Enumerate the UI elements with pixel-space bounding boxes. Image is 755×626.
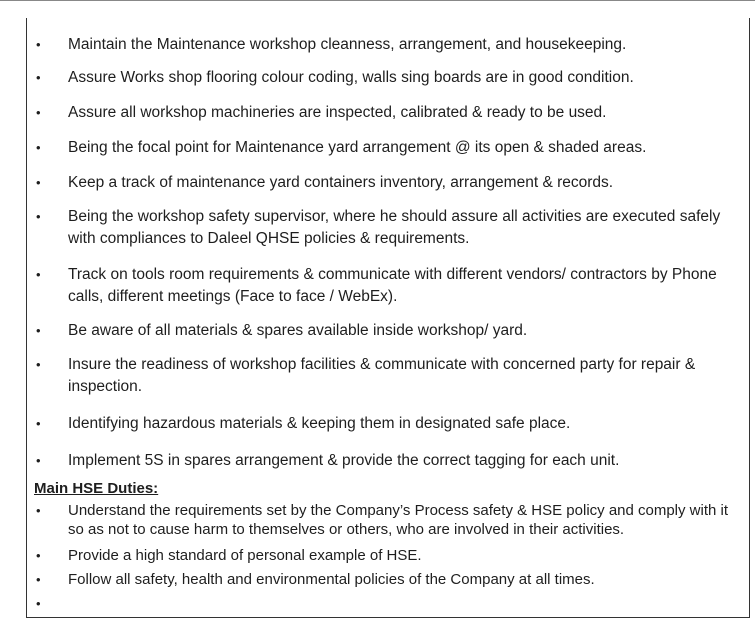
duty-text: Being the workshop safety supervisor, where he should assure all activities are executed safely with compliances to Daleel QHSE policies & requirements. <box>68 208 721 247</box>
bullet-icon: • <box>36 323 41 338</box>
bullet-icon: • <box>36 267 41 282</box>
bullet-icon: • <box>36 209 41 224</box>
bullet-icon: • <box>36 357 41 372</box>
bullet-icon: • <box>36 175 41 190</box>
bullet-icon: • <box>36 548 41 563</box>
duty-text: Track on tools room requirements & communicate with different vendors/ contractors by Phone calls, different meetings (Face to face / WebEx). <box>68 266 717 305</box>
bullet-icon: • <box>36 453 41 468</box>
hse-text: Understand the requirements set by the Company’s Process safety & HSE policy and comply with it so as not to cause harm to themselves or others, who are involved in their activities. <box>68 502 729 538</box>
duty-text: Assure Works shop flooring colour coding, walls sing boards are in good condition. <box>68 69 634 86</box>
bullet-icon: • <box>36 416 41 431</box>
bullet-icon: • <box>36 140 41 155</box>
bullet-icon: • <box>36 572 41 587</box>
bullet-icon: • <box>36 105 41 120</box>
hse-text: Follow all safety, health and environmental policies of the Company at all times. <box>68 571 595 588</box>
bullet-icon: • <box>36 503 41 518</box>
duty-text: Keep a track of maintenance yard containers inventory, arrangement & records. <box>68 174 614 191</box>
hse-section-title: Main HSE Duties: <box>34 480 159 497</box>
duty-text: Identifying hazardous materials & keeping them in designated safe place. <box>68 415 571 432</box>
duty-text: Insure the readiness of workshop facilities & communicate with concerned party for repair & inspection. <box>68 356 696 395</box>
bullet-icon: • <box>36 37 41 52</box>
bullet-icon: • <box>36 70 41 85</box>
hse-text: Provide a high standard of personal example of HSE. <box>68 547 422 564</box>
duty-text: Implement 5S in spares arrangement & provide the correct tagging for each unit. <box>68 452 620 469</box>
duty-text: Being the focal point for Maintenance yard arrangement @ its open & shaded areas. <box>68 139 647 156</box>
duty-text: Be aware of all materials & spares available inside workshop/ yard. <box>68 322 528 339</box>
bullet-icon: • <box>36 596 41 611</box>
duty-text: Assure all workshop machineries are inspected, calibrated & ready to be used. <box>68 104 607 121</box>
duty-text: Maintain the Maintenance workshop cleanness, arrangement, and housekeeping. <box>68 36 627 53</box>
